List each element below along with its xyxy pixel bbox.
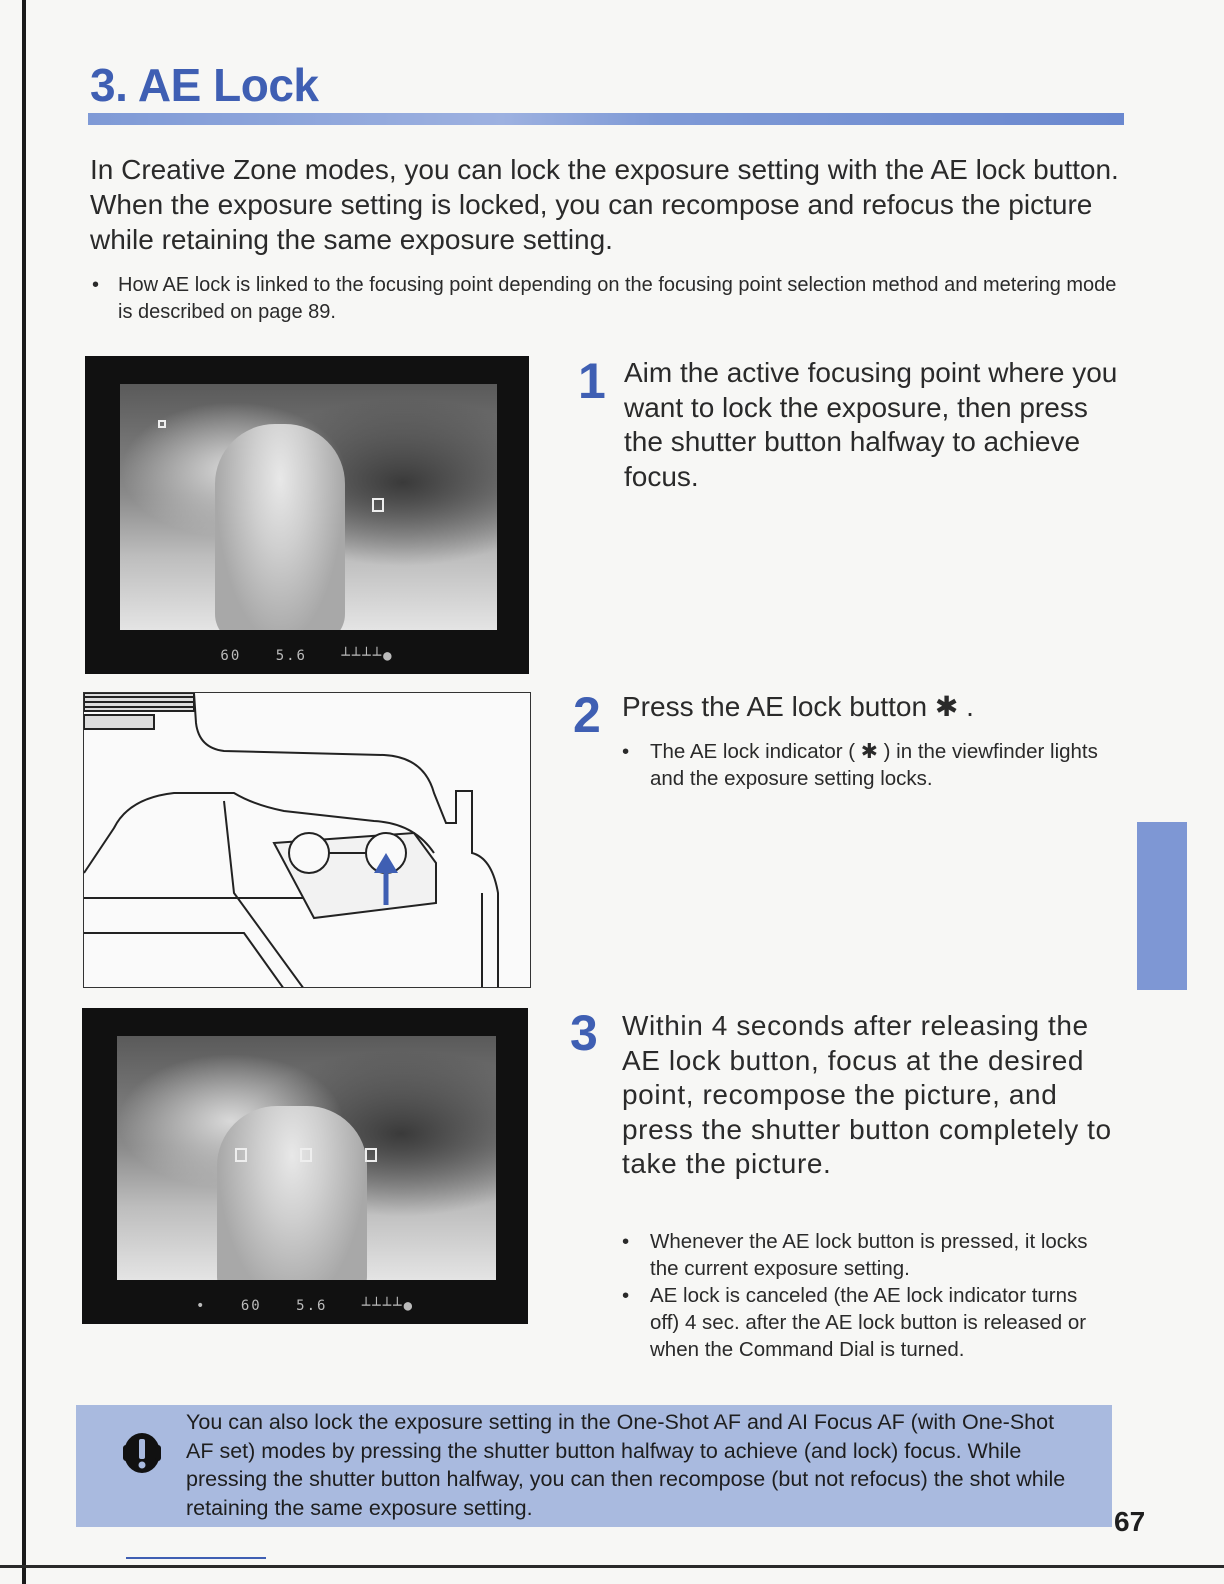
list-item [622,1228,1112,1282]
af-point [365,1148,377,1162]
page-title: 3. AE Lock [90,59,319,111]
aperture-readout: 5.6 [275,648,307,664]
camera-back-diagram [83,692,531,988]
step-notes [622,1228,1112,1363]
camera-illustration [84,693,531,988]
bottom-rule [0,1565,1224,1568]
note-text: Whenever the AE lock button is pressed, it locks the current exposure setting. [650,1230,1088,1280]
intro-paragraph: In Creative Zone modes, you can lock the exposure setting with the AE lock button. When the exposure setting is locked, you can recompose and refocus the picture while retaining the same exposure setting. [90,154,1119,255]
exposure-scale-icon: ┴┴┴┴● [361,1298,415,1314]
bullet: • [92,274,100,296]
caution-icon [120,1431,164,1475]
step-number: 2 [573,687,601,743]
bullet: • [622,740,630,763]
bottom-accent-line [126,1557,266,1559]
page-number: 67 [1114,1506,1146,1537]
af-point [300,1148,312,1162]
viewfinder-readout [82,1298,528,1314]
page-edge [22,0,26,1584]
viewfinder-photo-2 [82,1008,528,1324]
title-rule [88,113,1124,125]
list-item [622,1282,1112,1363]
caution-text: You can also lock the exposure setting in the One-Shot AF and AI Focus AF (with One-Shot AF set) modes by pressing the shutter button halfway to achieve (and lock) focus. While pressing the shutter button halfway, you can then recompose (but not refocus) the shot while retaining the same exposure setting. [186,1410,1066,1520]
af-point [158,420,166,428]
exposure-scale-icon: ┴┴┴┴● [341,648,394,664]
bullet: • [622,1230,630,1253]
bullet: • [622,1284,630,1307]
af-point [372,498,384,512]
viewfinder-scene [120,384,497,630]
viewfinder-readout [85,648,529,664]
aperture-readout: 5.6 [296,1298,328,1314]
page-reference-note [92,272,1122,326]
section-thumb-tab [1137,822,1187,990]
shutter-speed-readout: 60 [220,648,242,664]
viewfinder-photo-1 [85,356,529,674]
step-instruction: Aim the active focusing point where you want to lock the exposure, then press the shutter button halfway to achieve focus. [624,357,1118,492]
note-text: AE lock is canceled (the AE lock indicator turns off) 4 sec. after the AE lock button is released or when the Command Dial is turned. [650,1284,1087,1361]
caution-box [76,1405,1112,1527]
subject-figure [217,1106,367,1280]
subject-figure [215,424,345,630]
step-number: 1 [578,353,606,409]
step-instruction: Within 4 seconds after releasing the AE lock button, focus at the desired point, recompose the picture, and press the shutter button completely to take the picture. [622,1010,1112,1179]
step-notes [622,738,1118,792]
ae-lock-indicator-icon: • [195,1298,207,1314]
list-item [622,738,1118,792]
shutter-speed-readout: 60 [240,1298,262,1314]
note-text: How AE lock is linked to the focusing point depending on the focusing point selection method and metering mode is described on page 89. [118,274,1117,323]
af-point [235,1148,247,1162]
viewfinder-scene [117,1036,496,1280]
step-number: 3 [570,1005,598,1061]
note-text: The AE lock indicator ( ✱ ) in the viewfinder lights and the exposure setting locks. [650,740,1098,790]
step-instruction: Press the AE lock button ✱ . [622,691,974,722]
